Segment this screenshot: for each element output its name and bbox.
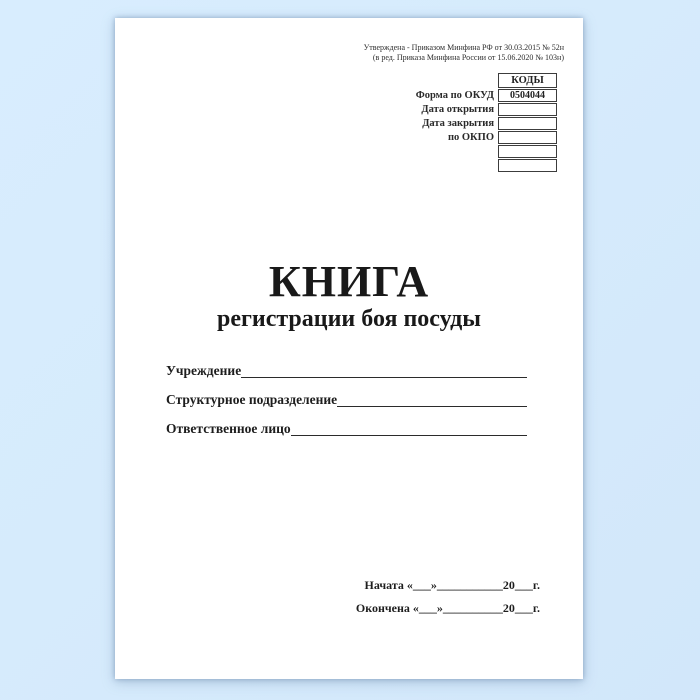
approval-note	[364, 43, 564, 63]
okpo-label: по ОКПО	[447, 132, 494, 143]
approval-note-line2: (в ред. Приказа Минфина России от 15.06.2020 № 103н)	[372, 53, 564, 62]
codes-header-cell: КОДЫ	[498, 73, 557, 88]
field-row-department	[166, 391, 527, 409]
okpo-cell	[498, 131, 557, 144]
empty-label	[378, 145, 498, 158]
department-label: Структурное подразделение	[166, 392, 338, 407]
started-date-line: Начата «___»___________20___г.	[364, 578, 540, 592]
okud-code-value: 0504044	[498, 89, 557, 102]
field-row-institution	[166, 362, 527, 380]
codes-table-row	[378, 159, 557, 172]
close-date-label: Дата закрытия	[422, 118, 494, 129]
codes-table-row	[378, 117, 557, 130]
responsible-person-label: Ответственное лицо	[166, 421, 291, 436]
document-title: КНИГА	[268, 257, 430, 306]
document-subtitle: регистрации боя посуды	[216, 306, 482, 332]
field-row-responsible-person	[166, 420, 527, 438]
institution-label: Учреждение	[166, 363, 242, 378]
okud-form-label: Форма по ОКУД	[415, 90, 494, 101]
document-page	[115, 18, 583, 679]
codes-header-spacer	[378, 73, 498, 88]
codes-table-row	[378, 131, 557, 144]
close-date-cell	[498, 117, 557, 130]
empty-label	[378, 159, 498, 172]
codes-table-header-row	[378, 73, 557, 88]
open-date-label: Дата открытия	[421, 104, 494, 115]
approval-note-line1: Утверждена - Приказом Минфина РФ от 30.03.2015 № 52н	[363, 43, 564, 52]
department-fill-line	[337, 391, 527, 407]
codes-table-row	[378, 103, 557, 116]
codes-table	[378, 73, 557, 173]
responsible-person-fill-line	[291, 420, 527, 436]
dates-block	[356, 578, 540, 624]
title-block	[115, 257, 583, 332]
codes-table-row	[378, 89, 557, 102]
empty-cell	[498, 159, 557, 172]
institution-fill-line	[241, 362, 527, 378]
fill-in-fields	[166, 362, 527, 449]
finished-date-line: Окончена «___»__________20___г.	[355, 601, 540, 615]
open-date-cell	[498, 103, 557, 116]
codes-table-row	[378, 145, 557, 158]
empty-cell	[498, 145, 557, 158]
